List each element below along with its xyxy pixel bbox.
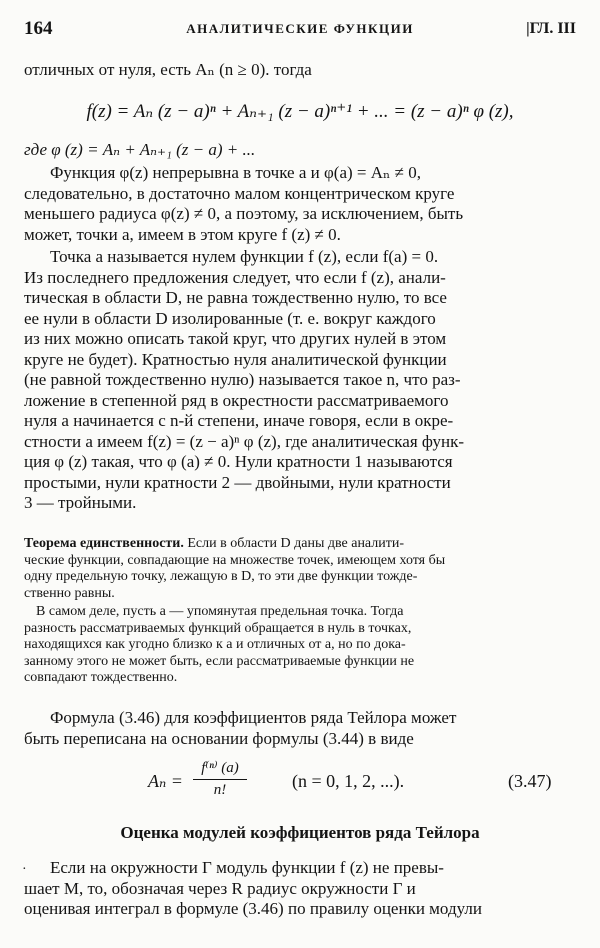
text-line: ложение в степенной ряд в окрестности рассматриваемого [24,390,449,410]
formula-lhs: Aₙ = [148,771,183,791]
uniqueness-theorem [24,536,576,602]
fraction-numerator: f⁽ⁿ⁾ (a) [193,758,247,780]
text-line: меньшего радиуса φ(z) ≠ 0, а поэтому, за исключением, быть [24,204,464,223]
theorem-label: Теорема единственности. [24,536,184,551]
formula-3-47 [0,758,600,802]
text-line: следовательно, в достаточно малом концентрическом круге [24,183,455,203]
text-line: Точка a называется нулем функции f (z), если f(a) = 0. [50,247,439,266]
margin-bullet: · [22,862,27,877]
text-line: тическая в области D, не равна тождественно нулю, то все [24,288,447,307]
series-expansion-formula: f(z) = Aₙ (z − a)ⁿ + Aₙ₊₁ (z − a)ⁿ⁺¹ + ... = (z − a)ⁿ φ (z), [86,101,514,122]
text-line: занному этого не может быть, если рассматриваемые функции не [24,653,415,669]
text-line: оценивая интеграл в формуле (3.46) по правилу оценки модули [24,899,482,918]
text-line: нуля a начинается с n-й степени, иначе говоря, если в окре- [24,411,454,430]
section-heading: Оценка модулей коэффициентов ряда Тейлора [120,823,480,842]
text-line: шает M, то, обозначая через R радиус окружности Γ и [24,878,416,898]
text-line: круге не будет). Кратностью нуля аналитической функции [24,349,447,369]
text-line: Если на окружности Γ модуль функции f (z) не превы- [50,858,444,877]
text-line: из них можно описать такой круг, что других нулей в этом [24,329,447,348]
text-line: ее нули в области D изолированные (т. е. вокруг каждого [24,308,436,328]
text-line: Функция φ(z) непрерывна в точке a и φ(a) = Aₙ ≠ 0, [50,163,421,182]
text-line: стности a имеем f(z) = (z − a)ⁿ φ (z), где аналитическая функ- [24,431,465,451]
text-line: (не равной тождественно нулю) называется такое n, что раз- [24,370,461,389]
intro-paragraph [24,60,576,81]
text-line: простыми, нули кратности 2 — двойными, нули кратности [24,472,451,492]
zeros-paragraph [24,247,576,514]
fraction-denominator: n! [213,782,227,798]
page-header [24,18,576,44]
formula-condition: (n = 0, 1, 2, ...). [292,771,405,791]
formula-fraction [193,758,247,799]
running-title: АНАЛИТИЧЕСКИЕ ФУНКЦИИ [186,21,414,36]
text-line: В самом деле, пусть a — упомянутая предельная точка. Тогда [36,604,404,619]
text-line: быть переписана на основании формулы (3.44) в виде [24,728,414,748]
text-line: одну предельную точку, лежащую в D, то эти две функции тожде- [24,569,418,585]
continuity-paragraph [24,163,576,245]
text-line: Формула (3.46) для коэффициентов ряда Тейлора может [50,708,457,727]
text-line: 3 — тройными. [24,493,137,512]
text-line: Из последнего предложения следует, что если f (z), анали- [24,267,446,287]
chapter-marker: |ГЛ. III [526,20,576,37]
theorem-text: Если в области D даны две аналити- [183,536,405,551]
text-line: ственно равны. [24,585,115,601]
text-line: совпадают тождественно. [24,670,178,686]
text-line: отличных от нуля, есть Aₙ (n ≥ 0). тогда [24,60,312,79]
page-number: 164 [24,18,53,39]
equation-number: (3.47) [508,771,552,791]
estimate-paragraph [24,858,576,920]
theorem-first-line [24,536,576,553]
text-line: ция φ (z) такая, что φ (a) ≠ 0. Нули кратности 1 называются [24,452,453,471]
formula-intro-paragraph [24,708,576,749]
text-line: ческие функции, совпадающие на множестве точек, имеющем хотя бы [24,552,446,568]
theorem-proof [24,604,576,687]
text-line: разность рассматриваемых функций обращается в нуль в точках, [24,620,412,636]
text-line: может, точки a, имеем в этом круге f (z) ≠ 0. [24,224,341,244]
phi-definition-formula: где φ (z) = Aₙ + Aₙ₊₁ (z − a) + ... [24,140,256,159]
text-line: находящихся как угодно близко к a и отличных от a, но по дока- [24,637,406,653]
